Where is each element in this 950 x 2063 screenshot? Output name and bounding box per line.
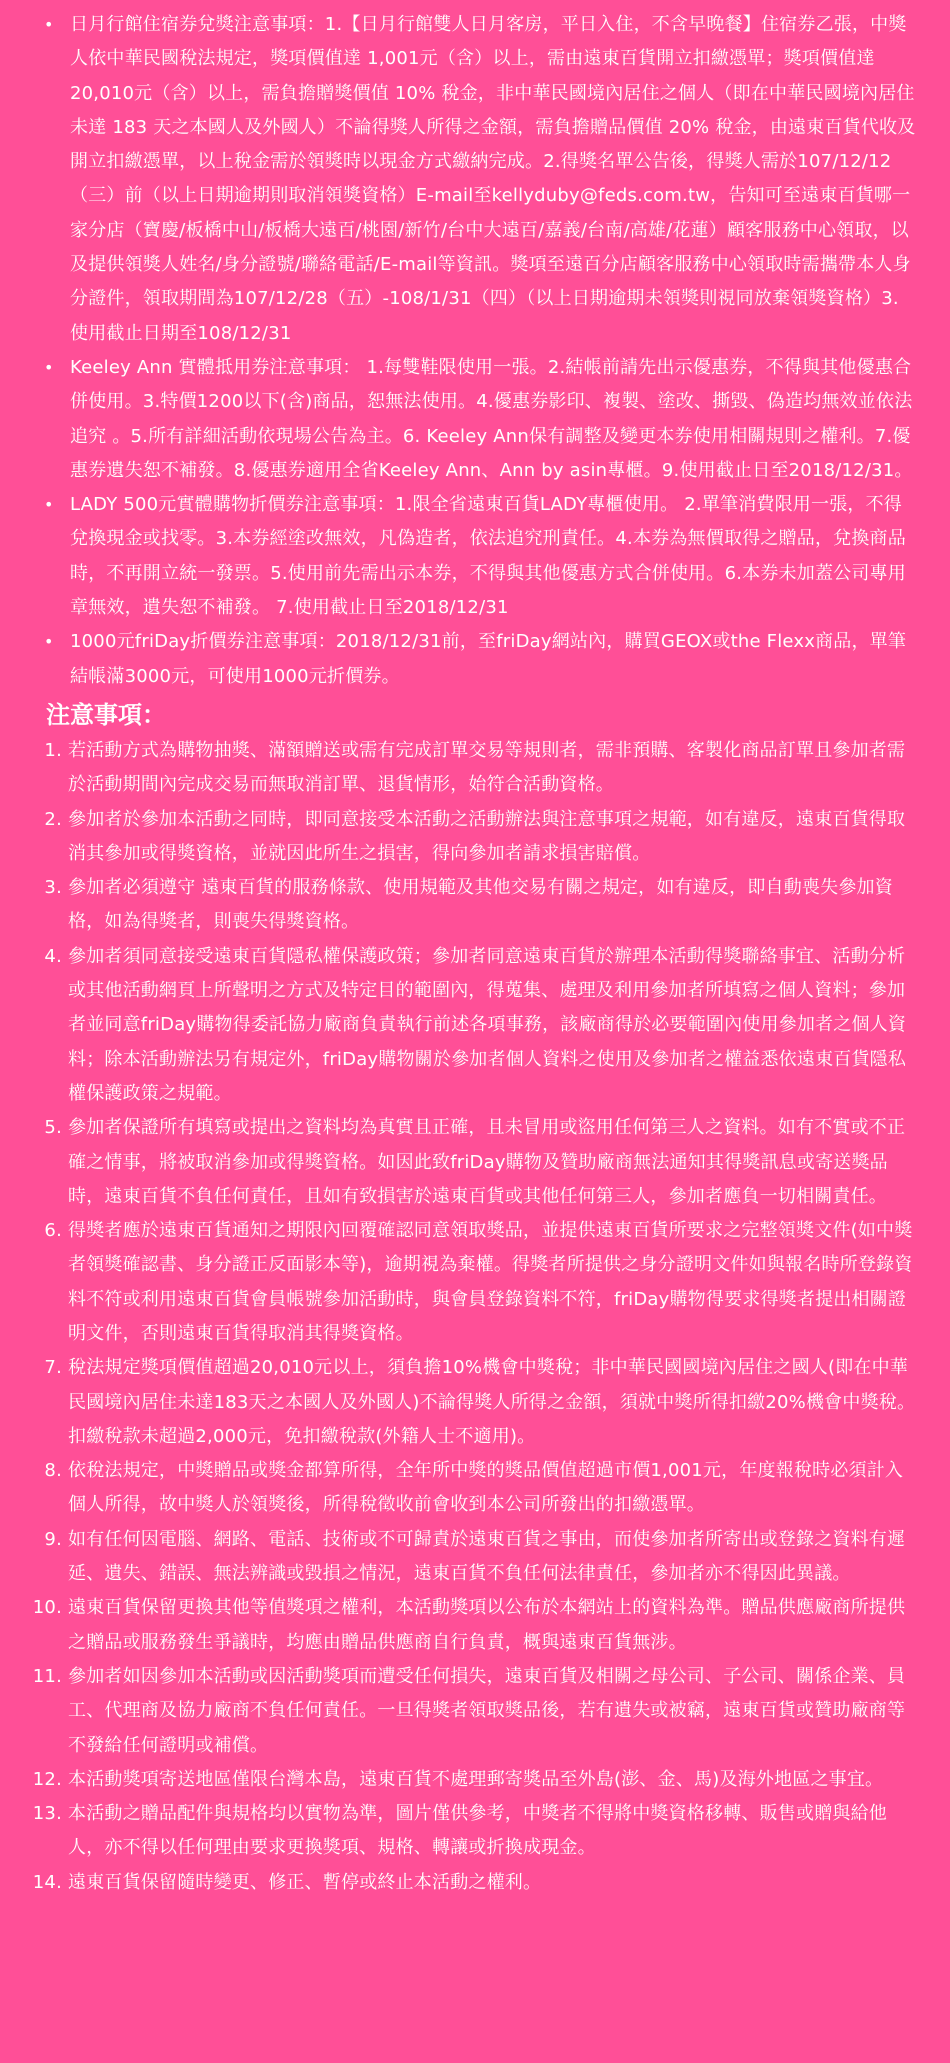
notice-number: 6. <box>44 1220 62 1242</box>
bullet-text: 日月行館住宿券兌獎注意事項：1.【日月行館雙人日月客房，平日入住，不含早晚餐】住宿券乙張，中獎人依中華民國稅法規定，獎項價值達 1,001元（含）以上，需由遠東百貨開立扣繳憑單；獎項價值達 20,010元（含）以上，需負擔贈獎價值 10% 稅金，非中華民國境內居住之個人（即在中華民國境內居住未達 183 天之本國人及外國人）不論得獎人所得之金額，需負擔贈品價值 20% 稅金，由遠東百貨代收及開立扣繳憑單，以上稅金需於領獎時以現金方式繳納完成。2.得獎名單公告後，得獎人需於107/12/12（三）前（以上日期逾期則取消領獎資格）E-mail至kellyduby@feds.com.tw，告知可至遠東百貨哪一家分店（寶慶/板橋中山/板橋大遠百/桃園/新竹/台中大遠百/嘉義/台南/高雄/花蓮）顧客服務中心領取，以及提供領獎人姓名/身分證號/聯絡電話/E-mail等資訊。獎項至遠百分店顧客服務中心領取時需攜帶本人身分證件，領取期間為107/12/28（五）-108/1/31（四）（以上日期逾期未領獎則視同放棄領獎資格）3.使用截止日期至108/12/31 <box>70 14 916 344</box>
notice-text: 遠東百貨保留更換其他等值獎項之權利，本活動獎項以公布於本網站上的資料為準。贈品供應廠商所提供之贈品或服務發生爭議時，均應由贈品供應商自行負責，概與遠東百貨無涉。 <box>68 1597 906 1653</box>
notice-number: 8. <box>44 1460 62 1482</box>
notice-number: 7. <box>44 1357 62 1379</box>
notice-number: 13. <box>32 1803 62 1825</box>
notice-text: 遠東百貨保留隨時變更、修正、暫停或終止本活動之權利。 <box>68 1871 542 1893</box>
notice-number: 2. <box>44 808 62 830</box>
notice-number: 3. <box>44 877 62 899</box>
notice-text: 如有任何因電腦、網路、電話、技術或不可歸責於遠東百貨之事由，而使參加者所寄出或登錄之資料有遲延、遺失、錯誤、無法辨識或毀損之情況，遠東百貨不負任何法律責任，參加者亦不得因此異議。 <box>68 1528 906 1585</box>
notice-text: 參加者必須遵守 遠東百貨的服務條款、使用規範及其他交易有關之規定，如有違反，即自動喪失參加資格，如為得獎者，則喪失得獎資格。 <box>68 877 893 933</box>
bullet-item-lady <box>40 488 916 625</box>
bullet-dot-icon: • <box>44 357 54 377</box>
notice-text: 本活動之贈品配件與規格均以實物為準，圖片僅供參考，中獎者不得將中獎資格移轉、販售或贈與給他人，亦不得以任何理由要求更換獎項、規格、轉讓或折換成現金。 <box>68 1803 887 1859</box>
notice-number: 1. <box>44 739 62 761</box>
notice-item <box>32 1797 916 1866</box>
notice-item <box>40 1454 916 1523</box>
notice-text: 本活動獎項寄送地區僅限台灣本島，遠東百貨不處理郵寄獎品至外島(澎、金、馬)及海外地區之事宜。 <box>68 1768 884 1790</box>
bullet-dot-icon: • <box>44 15 54 34</box>
notice-text: 稅法規定獎項價值超過20,010元以上，須負擔10%機會中獎稅；非中華民國國境內居住之國人(即在中華民國境內居住未達183天之本國人及外國人)不論得獎人所得之金額，須就中獎所得扣繳20%機會中獎稅。扣繳稅款未超過2,000元，免扣繳稅款(外籍人士不適用)。 <box>68 1357 916 1447</box>
notice-item <box>40 1351 916 1454</box>
notice-number: 5. <box>44 1117 62 1139</box>
bullet-text: Keeley Ann 實體抵用券注意事項： 1.每雙鞋限使用一張。2.結帳前請先出示優惠券，不得與其他優惠合併使用。3.特價1200以下(含)商品，恕無法使用。4.優惠券影印、複製、塗改、撕毀、偽造均無效並依法追究 。5.所有詳細活動依現場公告為主。6. Keeley Ann保有調整及變更本券使用相關規則之權利。7.優惠券遺失恕不補發。8.優惠券適用全省Keeley Ann、Ann by asin專櫃。9.使用截止日至2018/12/31。 <box>70 356 913 481</box>
notice-number: 11. <box>32 1665 62 1687</box>
notice-item <box>40 1111 916 1214</box>
notice-text: 參加者保證所有填寫或提出之資料均為真實且正確，且未冒用或盜用任何第三人之資料。如有不實或不正確之情事，將被取消參加或得獎資格。如因此致friDay購物及贊助廠商無法通知其得獎訊息或寄送獎品時，遠東百貨不負任何責任，且如有致損害於遠東百貨或其他任何第三人，參加者應負一切相關責任。 <box>68 1117 906 1207</box>
bullet-list <box>40 8 916 694</box>
bullet-dot-icon: • <box>44 632 54 652</box>
notice-number: 9. <box>44 1528 62 1550</box>
notice-item <box>40 734 916 803</box>
notice-text: 參加者如因參加本活動或因活動獎項而遭受任何損失，遠東百貨及相關之母公司、子公司、關係企業、員工、代理商及協力廠商不負任何責任。一旦得獎者領取獎品後，若有遺失或被竊，遠東百貨或贊助廠商等不發給任何證明或補償。 <box>68 1665 906 1756</box>
notice-text: 參加者於參加本活動之同時，即同意接受本活動之活動辦法與注意事項之規範，如有違反，遠東百貨得取消其參加或得獎資格，並就因此所生之損害，得向參加者請求損害賠償。 <box>68 808 906 864</box>
bullet-item-hotel <box>40 8 916 351</box>
bullet-item-keeley-ann <box>40 351 916 488</box>
notice-number: 10. <box>32 1597 62 1619</box>
notice-item <box>32 1866 916 1900</box>
notice-item <box>40 1523 916 1592</box>
notice-item <box>40 803 916 872</box>
notice-number: 4. <box>44 945 62 967</box>
bullet-item-friday <box>40 625 916 694</box>
notice-number: 14. <box>32 1871 62 1893</box>
bullet-text: 1000元friDay折價券注意事項：2018/12/31前，至friDay網站內，購買GEOX或the Flexx商品，單筆結帳滿3000元，可使用1000元折價券。 <box>70 631 907 687</box>
bullet-dot-icon: • <box>44 495 54 515</box>
notice-text: 得獎者應於遠東百貨通知之期限內回覆確認同意領取獎品，並提供遠東百貨所要求之完整領獎文件(如中獎者領獎確認書、身分證正反面影本等)，逾期視為棄權。得獎者所提供之身分證明文件如與報名時所登錄資料不符或利用遠東百貨會員帳號參加活動時，與會員登錄資料不符，friDay購物得要求得獎者提出相關證明文件，否則遠東百貨得取消其得獎資格。 <box>68 1220 913 1344</box>
bullet-text: LADY 500元實體購物折價券注意事項：1.限全省遠東百貨LADY專櫃使用。 2.單筆消費限用一張，不得兌換現金或找零。3.本券經塗改無效，凡偽造者，依法追究刑責任。4.本券為無價取得之贈品，兌換商品時，不再開立統一發票。5.使用前先需出示本券，不得與其他優惠方式合併使用。6.本券未加蓋公司專用章無效，遺失恕不補發。 7.使用截止日至2018/12/31 <box>70 494 906 619</box>
notice-item <box>32 1591 916 1660</box>
notice-item <box>32 1660 916 1763</box>
notice-text: 依稅法規定，中獎贈品或獎金都算所得，全年所中獎的獎品價值超過市價1,001元，年度報稅時必須計入個人所得，故中獎人於領獎後，所得稅徵收前會收到本公司所發出的扣繳憑單。 <box>68 1460 904 1516</box>
notice-list <box>32 734 916 1900</box>
notice-number: 12. <box>32 1768 62 1790</box>
notice-item <box>40 940 916 1111</box>
notice-text: 若活動方式為購物抽獎、滿額贈送或需有完成訂單交易等規則者，需非預購、客製化商品訂單且參加者需於活動期間內完成交易而無取消訂單、退貨情形，始符合活動資格。 <box>68 739 906 796</box>
notice-text: 參加者須同意接受遠東百貨隱私權保護政策；參加者同意遠東百貨於辦理本活動得獎聯絡事宜、活動分析或其他活動網頁上所聲明之方式及特定目的範圍內，得蒐集、處理及利用參加者所填寫之個人資料；參加者並同意friDay購物得委託協力廠商負責執行前述各項事務，該廠商得於必要範圍內使用參加者之個人資料；除本活動辦法另有規定外，friDay購物關於參加者個人資料之使用及參加者之權益悉依遠東百貨隱私權保護政策之規範。 <box>68 945 907 1104</box>
notice-item <box>32 1763 916 1797</box>
notice-item <box>40 871 916 940</box>
notice-title: 注意事項： <box>46 700 166 729</box>
notice-item <box>40 1214 916 1351</box>
